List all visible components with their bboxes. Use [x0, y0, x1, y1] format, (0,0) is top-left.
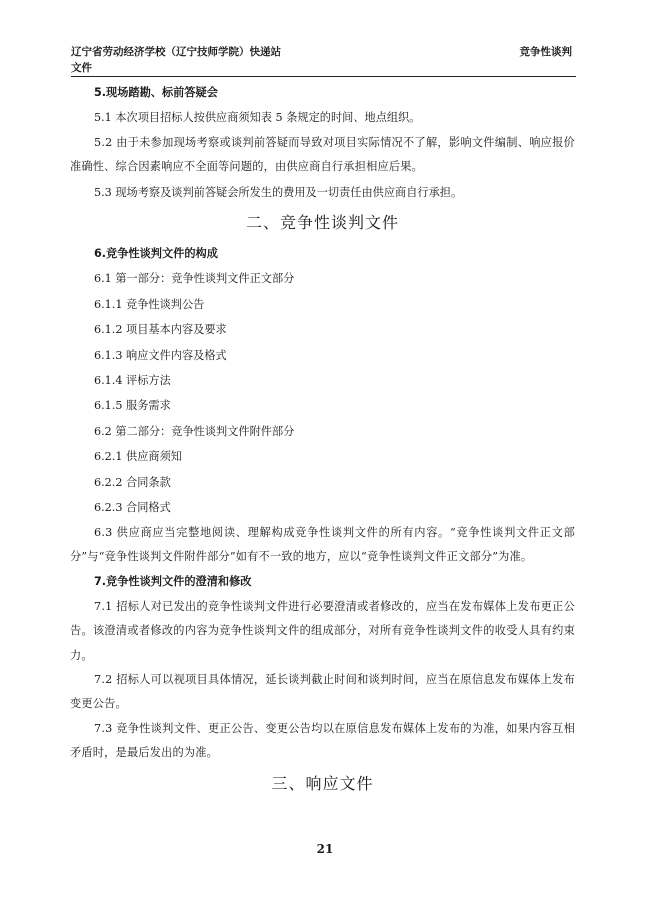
header-title-line1: 辽宁省劳动经济学校（辽宁技师学院）快递站 [71, 46, 281, 58]
item-6-1-2: 6.1.2 项目基本内容及要求 [94, 323, 227, 337]
header-title [71, 44, 371, 76]
section-title-2: 二、竞争性谈判文件 [245, 213, 399, 233]
paragraph-7-3: 7.3 竞争性谈判文件、更正公告、变更公告均以在原信息发布媒体上发布的为准，如果内容互相矛盾时，是最后发出的为准。 [70, 721, 575, 760]
page-number: 21 [316, 842, 334, 856]
item-6-2-3: 6.2.3 合同格式 [94, 501, 171, 515]
item-6-1: 6.1 第一部分：竞争性谈判文件正文部分 [94, 272, 295, 286]
item-6-1-5: 6.1.5 服务需求 [94, 399, 171, 413]
paragraph-7-2: 7.2 招标人可以视项目具体情况，延长谈判截止时间和谈判时间，应当在原信息发布媒体上发布变更公告。 [70, 672, 575, 711]
document-body [70, 80, 575, 802]
item-6-2-2: 6.2.2 合同条款 [94, 475, 171, 489]
paragraph-5-3: 5.3 现场考察及谈判前答疑会所发生的费用及一切责任由供应商自行承担。 [94, 185, 463, 199]
heading-6: 6.竞争性谈判文件的构成 [94, 247, 218, 261]
item-6-1-1: 6.1.1 竞争性谈判公告 [94, 297, 205, 311]
item-6-1-4: 6.1.4 评标方法 [94, 374, 171, 388]
item-6-2-1: 6.2.1 供应商须知 [94, 450, 182, 464]
item-6-2: 6.2 第二部分：竞争性谈判文件附件部分 [94, 424, 295, 438]
section-title-3: 三、响应文件 [271, 773, 374, 793]
heading-7: 7.竞争性谈判文件的澄清和修改 [94, 575, 252, 589]
paragraph-6-3: 6.3 供应商应当完整地阅读、理解构成竞争性谈判文件的所有内容。“竞争性谈判文件正文部分”与“竞争性谈判文件附件部分”如有不一致的地方，应以“竞争性谈判文件正文部分”为准。 [70, 525, 575, 563]
paragraph-5-1: 5.1 本次项目招标人按供应商须知表 5 条规定的时间、地点组织。 [94, 111, 421, 125]
item-6-1-3: 6.1.3 响应文件内容及格式 [94, 348, 227, 362]
header-title-line2: 文件 [71, 62, 92, 74]
paragraph-5-2: 5.2 由于未参加现场考察或谈判前答疑而导致对项目实际情况不了解，影响文件编制、响应报价准确性、综合因素响应不全面等问题的，由供应商自行承担相应后果。 [70, 135, 575, 174]
header-divider [71, 76, 576, 77]
heading-5: 5.现场踏勘、标前答疑会 [94, 86, 218, 99]
header-right-label: 竞争性谈判 [519, 46, 572, 58]
paragraph-7-1: 7.1 招标人对已发出的竞争性谈判文件进行必要澄清或者修改的，应当在发布媒体上发布更正公告。该澄清或者修改的内容为竞争性谈判文件的组成部分，对所有竞争性谈判文件的收受人具有约束力。 [70, 599, 575, 662]
